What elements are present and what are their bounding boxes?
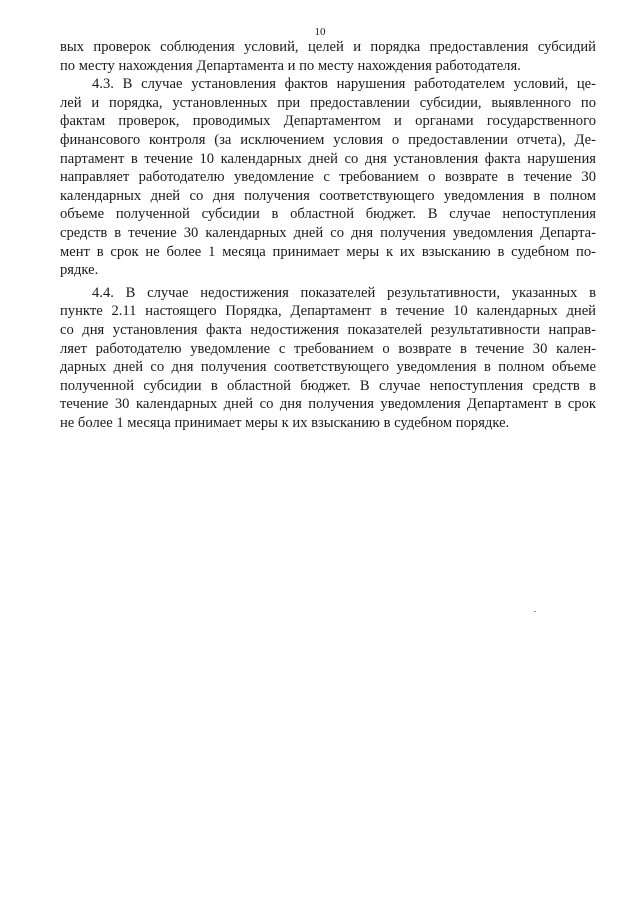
scan-speck: [534, 611, 536, 612]
text-line: 4.3. В случае установления фактов нарушения работодателем условий, це-: [92, 76, 596, 93]
text-line: календарных дней со дня получения соответствующего уведомления в полном: [60, 187, 596, 204]
text-line: вых проверок соблюдения условий, целей и порядка предоставления субсидий: [60, 39, 596, 55]
paragraph-4-3: [60, 75, 596, 280]
text-line: дарных дней со дня получения соответствующего уведомления в полном объеме: [60, 359, 596, 376]
text-line: течение 30 календарных дней со дня получения уведомления Департамент в срок: [60, 396, 596, 413]
text-line: не более 1 месяца принимает меры к их взысканию в судебном порядке.: [60, 414, 510, 431]
text-line: мент в срок не более 1 месяца принимает меры к их взысканию в судебном по-: [60, 243, 596, 260]
text-line: партамент в течение 10 календарных дней со дня установления факта нарушения: [60, 150, 596, 167]
text-line: полученной субсидии в областной бюджет. В случае непоступления средств в: [60, 377, 596, 394]
text-line: рядке.: [60, 262, 99, 279]
text-line: лей и порядка, установленных при предоставлении субсидии, выявленного по: [60, 94, 596, 111]
text-line: средств в течение 30 календарных дней со дня получения уведомления Департа-: [60, 224, 596, 241]
text-line: объеме полученной субсидии в областной бюджет. В случае непоступления: [60, 206, 596, 223]
text-line: ляет работодателю уведомление с требованием о возврате в течение 30 кален-: [60, 340, 596, 357]
text-line: пункте 2.11 настоящего Порядка, Департамент в течение 10 календарных дней: [60, 303, 596, 320]
text-line: 4.4. В случае недостижения показателей результативности, указанных в: [92, 284, 596, 301]
text-line: со дня установления факта недостижения показателей результативности направ-: [60, 321, 596, 338]
text-line: финансового контроля (за исключением условия о предоставлении отчета), Де-: [60, 131, 596, 148]
paragraph-continuation: [60, 38, 596, 75]
text-line: направляет работодателю уведомление с требованием о возврате в течение 30: [60, 169, 596, 186]
document-body: [60, 38, 596, 432]
text-line: фактам проверок, проводимых Департаментом и органами государственного: [60, 113, 596, 130]
page-number: 10: [314, 26, 326, 38]
paragraph-4-4: [60, 284, 596, 433]
text-line: по месту нахождения Департамента и по месту нахождения работодателя.: [60, 57, 521, 74]
